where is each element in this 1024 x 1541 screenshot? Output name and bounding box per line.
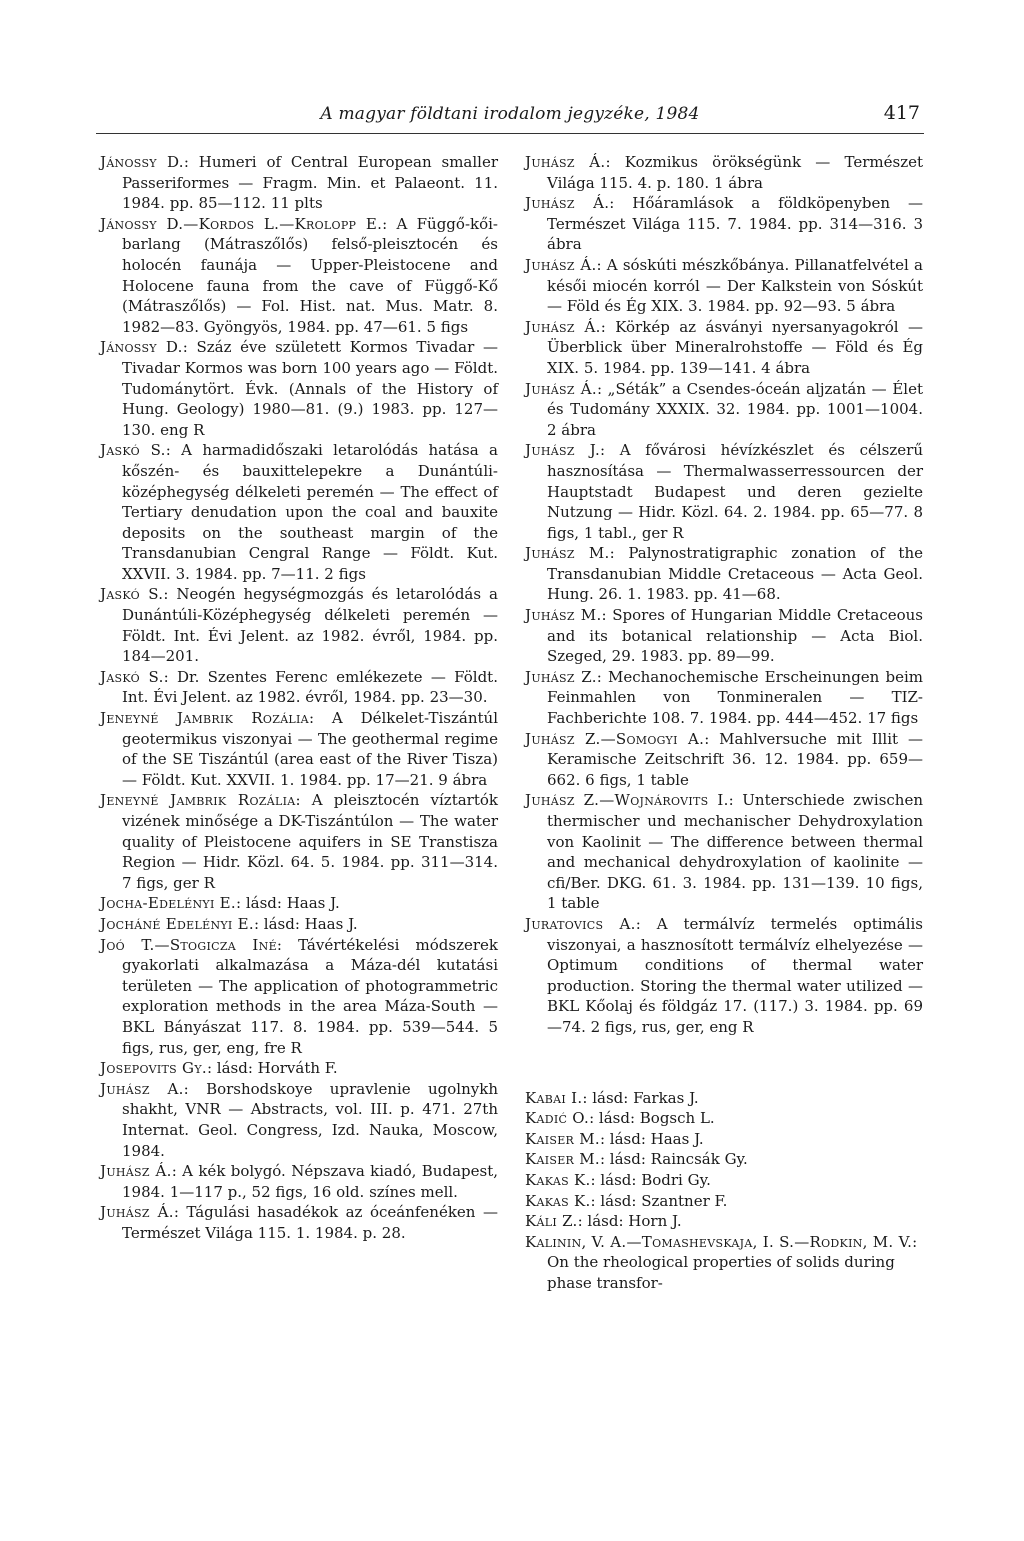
entry-author: Kabai I. bbox=[525, 1088, 583, 1107]
entry-text: : Távértékelési módszerek gyakorlati alkalmazása a Máza-dél kutatási területen — The application of photogrammetric exploration methods in the area Máza-South — BKL Bányászat 117. 8. 1984. pp. 539—544. 5 figs, rus, ger, eng, fre R bbox=[122, 935, 499, 1057]
entry-author: Joó T.—Stogicza Iné bbox=[100, 935, 277, 954]
bibliography-entry bbox=[100, 1202, 498, 1243]
entry-author: Jeneyné Jambrik Rozália bbox=[100, 709, 309, 728]
entry-author: Kakas K. bbox=[525, 1170, 591, 1189]
entry-author: Jocha-Edelényi E. bbox=[100, 894, 237, 913]
bibliography-entry bbox=[100, 1079, 498, 1161]
entry-author: Kadić O. bbox=[525, 1109, 590, 1128]
entry-author: Juhász Á. bbox=[100, 1162, 172, 1181]
bibliography-entry bbox=[100, 790, 498, 893]
entry-author: Juhász A. bbox=[100, 1079, 184, 1098]
bibliography-entry bbox=[525, 317, 923, 379]
header-rule bbox=[96, 133, 924, 134]
entry-author: Juhász Á. bbox=[525, 153, 606, 171]
entry-text: : Unterschiede zwischen thermischer und mechanischer Dehydroxylation von Kaolinit — The difference between thermal and mechanical dehydroxylation of kaolinite — cfi/Ber. DKG. 61. 3. 1984. pp. 131—139. 10 figs, 1 table bbox=[547, 791, 923, 913]
bibliography-entry bbox=[525, 440, 923, 543]
section-gap bbox=[525, 1038, 923, 1088]
entry-text: : Palynostratigraphic zonation of the Transdanubian Middle Cretaceous — Acta Geol. Hung. 26. 1. 1983. pp. 41—68. bbox=[547, 544, 923, 604]
bibliography-entry bbox=[100, 214, 498, 338]
page-header bbox=[96, 98, 924, 132]
entry-text: : A fővárosi hévízkészlet és célszerű hasznosítása — Thermalwasserressourcen der Hauptstadt Budapest und deren gezielte Nutzung — Hidr. Közl. 64. 2. 1984. pp. 65—77. 8 figs, 1 tabl., ger R bbox=[547, 441, 923, 542]
bibliography-entry bbox=[525, 729, 923, 791]
entry-author: Juhász Z.—Somogyi A. bbox=[525, 729, 705, 748]
bibliography-entry bbox=[100, 935, 498, 1059]
entry-text: : Száz éve született Kormos Tivadar — Tivadar Kormos was born 100 years ago — Földt. Tudománytört. Évk. (Annals of the History of Hung. Geology) 1980—81. (9.) 1983. pp. 127—130. eng R bbox=[122, 338, 498, 439]
entry-author: Juhász Á. bbox=[525, 379, 597, 398]
entry-text: : lásd: Farkas J. bbox=[582, 1088, 699, 1107]
bibliography-entry bbox=[100, 667, 498, 708]
bibliography-entry bbox=[100, 1058, 498, 1079]
entry-text: : lásd: Horváth F. bbox=[206, 1059, 338, 1078]
entry-text: : lásd: Horn J. bbox=[577, 1212, 682, 1231]
entry-author: Juhász Z. bbox=[525, 667, 597, 686]
entry-author: Jánossy D.—Kordos L.—Krolopp E. bbox=[100, 214, 383, 233]
right-column bbox=[525, 152, 923, 1293]
entry-text: : lásd: Haas J. bbox=[599, 1129, 704, 1148]
entry-text: : Mahlversuche mit Illit — Keramische Zeitschrift 36. 12. 1984. pp. 659—662. 6 figs, 1 table bbox=[547, 729, 923, 789]
entry-text: : Humeri of Central European smaller Passeriformes — Fragm. Min. et Palaeont. 11. 1984. pp. 85—112. 11 plts bbox=[122, 153, 498, 213]
entry-author: Jocháné Edelényi E. bbox=[100, 914, 254, 933]
bibliography-entry bbox=[100, 708, 498, 790]
right-entries-k bbox=[525, 1088, 923, 1294]
entry-text: : Neogén hegységmozgás és letarolódás a Dunántúli-Középhegység délkeleti peremén — Földt. Int. Évi Jelent. az 1982. évről, 1984. pp. 184—201. bbox=[122, 585, 498, 666]
entry-author: Jaskó S. bbox=[100, 585, 164, 604]
bibliography-entry bbox=[525, 543, 923, 605]
bibliography-entry bbox=[525, 1149, 923, 1170]
bibliography-entry bbox=[525, 914, 923, 1038]
entry-text: : „Séták” a Csendes-óceán aljzatán — Élet és Tudomány XXXIX. 32. 1984. pp. 1001—1004. 2 ábra bbox=[547, 379, 923, 439]
bibliography-entry bbox=[100, 337, 498, 440]
bibliography-entry bbox=[525, 1108, 923, 1129]
bibliography-entry bbox=[100, 914, 498, 935]
entry-text: : A termálvíz termelés optimális viszonyai, a hasznosított termálvíz elhelyezése — Optimum conditions of thermal water production. Storing the thermal water utilized — BKL Kőolaj és földgáz 17. (117.) 3. 1984. pp. 69—74. 2 figs, rus, ger, eng R bbox=[547, 914, 923, 1036]
entry-text: : A harmadidőszaki letarolódás hatása a kőszén- és bauxittelepekre a Dunántúli-középhegység délkeleti peremén — The effect of Tertiary denudation upon the coal and bauxite deposits on the southeast margin of the Transdanubian Cengral Range — Földt. Kut. XXVII. 3. 1984. pp. 7—11. 2 figs bbox=[122, 441, 498, 583]
entry-author: Jánossy D. bbox=[100, 153, 184, 171]
bibliography-entry bbox=[100, 440, 498, 584]
entry-author: Josepovits Gy. bbox=[100, 1059, 207, 1078]
entry-text: : Hőáramlások a földköpenyben — Természet Világa 115. 7. 1984. pp. 314—316. 3 ábra bbox=[547, 194, 923, 254]
entry-author: Juhász M. bbox=[525, 544, 610, 563]
bibliography-entry bbox=[525, 605, 923, 667]
entry-text: : Dr. Szentes Ferenc emlékezete — Földt. Int. Évi Jelent. az 1982. évről, 1984. pp. 23—30. bbox=[122, 667, 498, 707]
bibliography-entry bbox=[525, 1211, 923, 1232]
bibliography-entry bbox=[100, 152, 498, 214]
bibliography-entry bbox=[525, 379, 923, 441]
bibliography-entry bbox=[525, 193, 923, 255]
bibliography-entry bbox=[100, 584, 498, 666]
page-number: 417 bbox=[883, 102, 920, 124]
bibliography-entry bbox=[100, 893, 498, 914]
entry-author: Kaiser M. bbox=[525, 1129, 600, 1148]
entry-text: : lásd: Szantner F. bbox=[590, 1191, 728, 1210]
entry-author: Juratovics A. bbox=[525, 914, 636, 933]
entry-text: : A Függő-kői-barlang (Mátraszőlős) felső-pleisztocén és holocén faunája — Upper-Pleistocene and Holocene fauna from the cave of Függő-Kő (Mátraszőlős) — Fol. Hist. nat. Mus. Matr. 8. 1982—83. Gyöngyös, 1984. pp. 47—61. 5 figs bbox=[122, 214, 498, 336]
entry-author: Jeneyné Jambrik Rozália bbox=[100, 791, 296, 810]
entry-text: : A kék bolygó. Népszava kiadó, Budapest, 1984. 1—117 p., 52 figs, 16 old. színes mell. bbox=[122, 1162, 498, 1201]
entry-text: : Mechanochemische Erscheinungen beim Feinmahlen von Tonmineralen — TIZ-Fachberichte 108. 7. 1984. pp. 444—452. 17 figs bbox=[547, 667, 923, 728]
entry-author: Juhász Z.—Wojnárovits I. bbox=[525, 791, 729, 810]
entry-text: : A sóskúti mészkőbánya. Pillanatfelvétel a késői miocén korról — Der Kalkstein von Sóskút — Föld és Ég XIX. 3. 1984. pp. 92—93. 5 ábra bbox=[547, 255, 923, 316]
entry-author: Juhász Á. bbox=[100, 1203, 174, 1222]
entry-text: : lásd: Raincsák Gy. bbox=[599, 1150, 748, 1169]
entry-author: Juhász Á. bbox=[525, 317, 601, 336]
bibliography-entry bbox=[525, 1129, 923, 1150]
entry-text: : lásd: Haas J. bbox=[236, 894, 340, 913]
entry-text: : lásd: Bogsch L. bbox=[589, 1109, 715, 1128]
bibliography-entry bbox=[525, 667, 923, 729]
entry-author: Juhász M. bbox=[525, 606, 602, 625]
bibliography-entry bbox=[525, 152, 923, 193]
entry-author: Juhász J. bbox=[525, 441, 601, 460]
entry-author: Jaskó S. bbox=[100, 667, 164, 686]
entry-text: : Kozmikus örökségünk — Természet Világa 115. 4. p. 180. 1 ábra bbox=[547, 153, 923, 192]
entry-author: Jaskó S. bbox=[100, 441, 166, 460]
entry-author: Káli Z. bbox=[525, 1212, 578, 1231]
bibliography-entry bbox=[525, 1170, 923, 1191]
entry-author: Juhász Á. bbox=[525, 255, 597, 274]
entry-text: : A Délkelet-Tiszántúl geotermikus viszonyai — The geothermal regime of the SE Tiszántúl (area east of the River Tisza) — Földt. Kut. XXVII. 1. 1984. pp. 17—21. 9 ábra bbox=[122, 709, 498, 789]
bibliography-entry bbox=[100, 1161, 498, 1202]
right-entries-j bbox=[525, 152, 923, 1038]
entry-author: Kaiser M. bbox=[525, 1150, 600, 1169]
entry-text: : Körkép az ásványi nyersanyagokról — Überblick über Mineralrohstoffe — Föld és Ég XIX. 5. 1984. pp. 139—141. 4 ábra bbox=[547, 317, 923, 377]
entry-text: : Tágulási hasadékok az óceánfenéken — Természet Világa 115. 1. 1984. p. 28. bbox=[122, 1203, 498, 1242]
bibliography-entry bbox=[525, 1191, 923, 1212]
entry-text: : lásd: Haas J. bbox=[253, 914, 358, 933]
entry-author: Kakas K. bbox=[525, 1191, 591, 1210]
entry-author: Kalinin, V. A.—Tomashevskaja, I. S.—Rodkin, M. V. bbox=[525, 1232, 913, 1251]
entry-text: : On the rheological properties of solids during phase transfor- bbox=[547, 1232, 918, 1292]
entry-text: : A pleisztocén víztartók vizének minősége a DK-Tiszántúlon — The water quality of Pleistocene aquifers in SE Transtisza Region — Hidr. Közl. 64. 5. 1984. pp. 311—314. 7 figs, ger R bbox=[122, 791, 498, 892]
entry-author: Jánossy D. bbox=[100, 338, 183, 357]
bibliography-entry bbox=[525, 1232, 923, 1294]
bibliography-entry bbox=[525, 255, 923, 317]
entry-text: : lásd: Bodri Gy. bbox=[590, 1170, 711, 1189]
running-title: A magyar földtani irodalom jegyzéke, 1984 bbox=[320, 104, 700, 124]
entry-text: : Borshodskoye upravlenie ugolnykh shakht, VNR — Abstracts, vol. III. p. 471. 27th Internat. Geol. Congress, Izd. Nauka, Moscow, 1984. bbox=[122, 1079, 498, 1160]
bibliography-entry bbox=[525, 1088, 923, 1109]
left-column bbox=[100, 152, 498, 1243]
bibliography-entry bbox=[525, 790, 923, 914]
entry-text: : Spores of Hungarian Middle Cretaceous and its botanical relationship — Acta Biol. Szeged, 29. 1983. pp. 89—99. bbox=[547, 606, 923, 666]
entry-author: Juhász Á. bbox=[525, 194, 610, 213]
